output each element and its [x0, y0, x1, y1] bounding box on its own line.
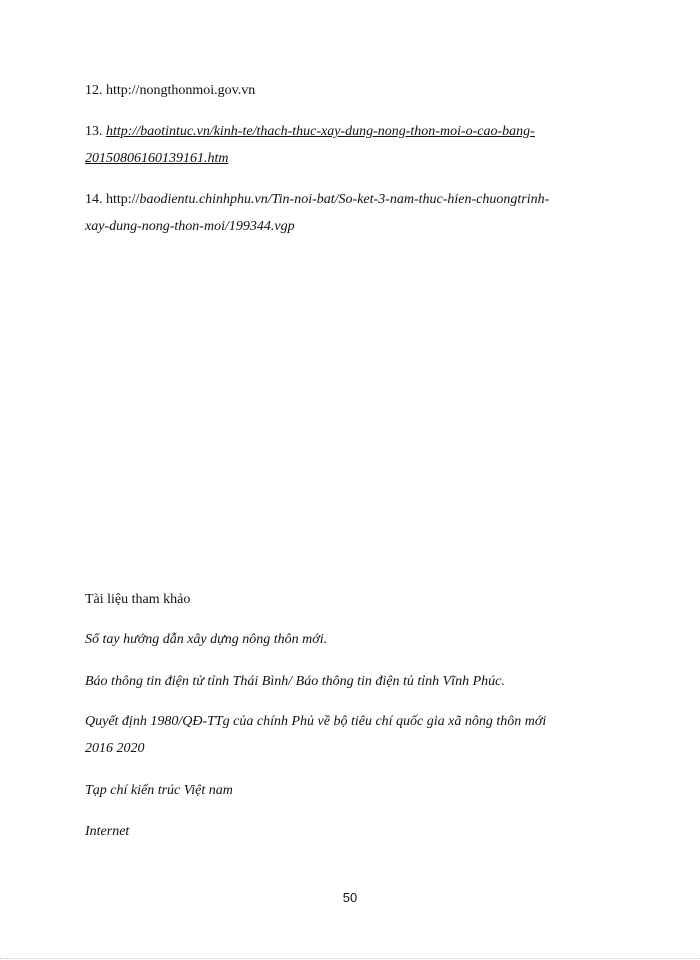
reference-link[interactable]: http://baotintuc.vn/kinh-te/thach-thuc-xay-dung-nong-thon-moi-o-cao-bang- [106, 124, 535, 139]
reference-url-path[interactable]: baodientu.chinhphu.vn/Tin-noi-bat/So-ket-3-nam-thuc-hien-chuongtrinh- [139, 192, 550, 207]
page-bottom-edge [0, 958, 700, 959]
bibliography-item: Sổ tay hướng dẫn xây dựng nông thôn mới. [85, 632, 328, 647]
page-number: 50 [342, 890, 358, 905]
bibliography-item: Báo thông tin điện tử tỉnh Thái Bình/ Báo thông tin điện tủ tỉnh Vĩnh Phúc. [85, 674, 505, 689]
reference-item-12 [85, 82, 255, 100]
reference-item-14-continued [85, 218, 295, 236]
reference-url-path-continued[interactable]: xay-dung-nong-thon-moi/199344.vgp [85, 219, 295, 234]
bibliography-item: Quyết định 1980/QĐ-TTg của chính Phủ về bộ tiêu chí quốc gia xã nông thôn mới [85, 714, 547, 729]
reference-number: 13. [85, 124, 103, 139]
bibliography-heading: Tài liệu tham khảo [85, 592, 191, 607]
reference-url-prefix[interactable]: http:// [106, 192, 140, 207]
reference-number: 14. [85, 192, 103, 207]
reference-item-13 [85, 123, 535, 141]
reference-number: 12. [85, 83, 103, 98]
reference-url[interactable]: http://nongthonmoi.gov.vn [106, 83, 256, 98]
bibliography-item-continued: 2016 2020 [85, 741, 145, 756]
bibliography-item: Tạp chí kiến trúc Việt nam [85, 783, 233, 798]
bibliography-item: Internet [85, 824, 130, 839]
reference-link-continued[interactable]: 20150806160139161.htm [85, 151, 229, 166]
reference-item-13-continued [85, 150, 229, 168]
reference-item-14 [85, 191, 549, 209]
